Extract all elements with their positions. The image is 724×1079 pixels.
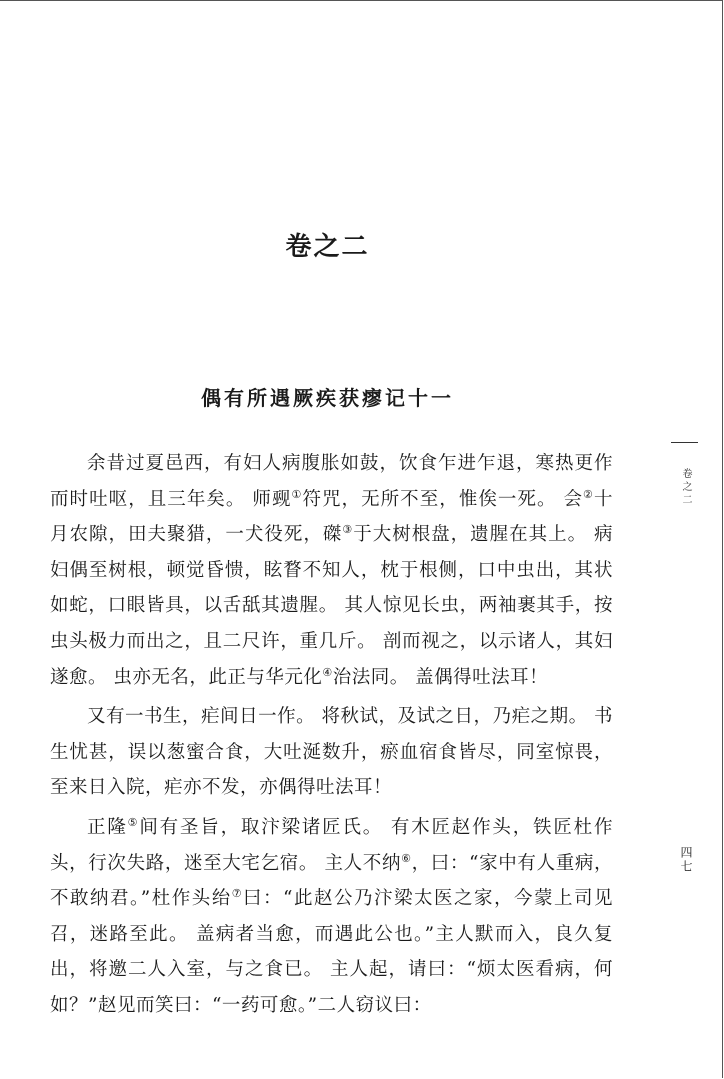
text-run: 正隆 (87, 816, 128, 838)
text-run: 又有一书生，疟间日一作。 将秋试，及试之日，乃疟之期。 书生忧甚，误以葱蜜合食，大吐涎数升，瘀血宿食皆尽，同室惊畏，至来日入院，疟亦不发，亦偶得吐法耳！ (50, 706, 613, 799)
footnote-marker: ⑥ (401, 851, 412, 865)
margin-rule (671, 442, 698, 443)
footnote-marker: ⑤ (127, 815, 140, 829)
paragraph (50, 699, 613, 806)
chapter-title: 卷之二 (285, 232, 370, 262)
text-run: 十月农隙，田夫聚猎，一犬役死，磔 (50, 488, 613, 546)
running-head: 卷之二 (680, 468, 691, 507)
section-title: 偶有所遇厥疾获瘳记十一 (201, 386, 454, 410)
body-text (50, 446, 613, 1024)
text-run: 符咒，无所不至，惟俟一死。 会 (302, 488, 584, 510)
text-run: 余昔过夏邑西，有妇人病腹胀如鼓，饮食乍进乍退，寒热更作而时吐呕，且三年矣。 师觋 (50, 453, 613, 510)
footnote-marker: ③ (342, 523, 354, 537)
footnote-marker: ④ (322, 665, 333, 679)
footnote-marker: ⑦ (231, 886, 244, 900)
text-run: 曰：“此赵公乃汴梁太医之家，今蒙上司见召，迷路至此。 盖病者当愈，而遇此公也。”主人默而入，良久复出，将邀二人入室，与之食已。 主人起，请曰：“烦太医看病，何如？”赵见而笑曰：“一药可愈。”二人窃议曰： (50, 888, 613, 1016)
text-run: 间有圣旨，取汴梁诸匠氏。 有木匠赵作头，铁匠杜作头，行次失路，迷至大宅乞宿。 主人不纳 (50, 816, 613, 874)
paragraph (50, 810, 613, 1024)
footnote-marker: ② (583, 487, 594, 501)
text-run: ，曰：“家中有人重病，不敢纳君。”杜作头绐 (50, 852, 613, 910)
text-run: 治法同。 盖偶得吐法耳！ (332, 666, 549, 688)
footnote-marker: ① (291, 487, 303, 501)
text-run: 于大树根盘，遗腥在其上。 病妇偶至树根，顿觉昏愦，眩瞀不知人，枕于根侧，口中虫出，其状如蛇，口眼皆具，以舌舐其遗腥。 其人惊见长虫，两袖裹其手，按虫头极力而出之，且二尺许，重几斤。 剖而视之，以示诸人，其妇遂愈。 虫亦无名，此正与华元化 (50, 524, 613, 688)
page-number: 四七 (679, 846, 693, 874)
paragraph (50, 446, 613, 695)
